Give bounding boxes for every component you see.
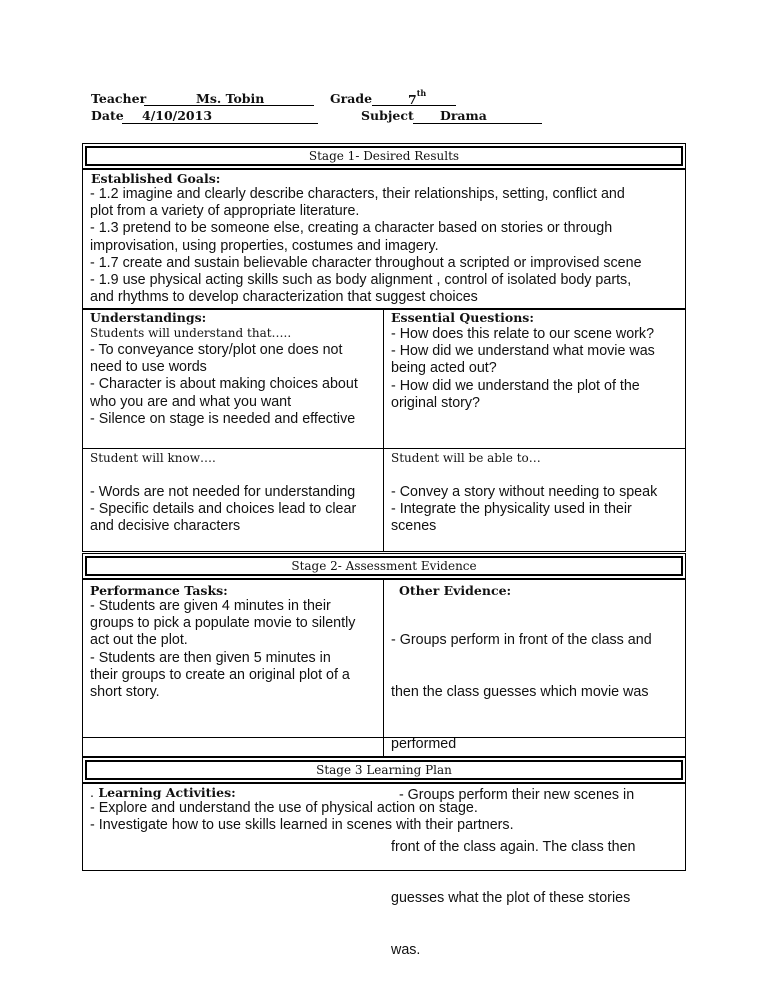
questions-label: Essential Questions: — [391, 310, 534, 325]
list-item: original story? — [391, 394, 480, 411]
list-item: need to use words — [90, 359, 207, 376]
list-item: front of the class again. The class then — [391, 838, 636, 855]
teacher-label: Teacher — [91, 91, 147, 106]
activities-label: Learning Activities: — [98, 785, 236, 800]
understandings-intro: Students will understand that….. — [90, 326, 292, 340]
goals-list — [90, 186, 642, 306]
list-item: being acted out? — [391, 360, 497, 377]
subject-value: Drama — [440, 108, 487, 123]
list-item: - How did we understand what movie was — [391, 343, 655, 360]
tasks-label: Performance Tasks: — [90, 583, 228, 598]
list-item: - Explore and understand the use of physical action on stage. — [90, 800, 478, 816]
essential-questions-cell — [383, 309, 686, 449]
goal-line: - 1.9 use physical acting skills such as body alignment , control of isolated body parts, — [90, 272, 632, 289]
list-item: scenes — [391, 518, 437, 535]
list-item: and decisive characters — [90, 518, 241, 535]
goal-line: plot from a variety of appropriate literature. — [90, 203, 360, 220]
stage1-header — [82, 143, 686, 169]
established-goals-cell — [82, 169, 686, 309]
stage2-title: Stage 2- Assessment Evidence — [85, 556, 683, 576]
know-list — [90, 484, 356, 536]
list-item: - Words are not needed for understanding — [90, 484, 356, 500]
list-item: their groups to create an original plot of a — [90, 666, 350, 683]
stage3-title: Stage 3 Learning Plan — [85, 760, 683, 780]
list-item: - Integrate the physicality used in their — [391, 501, 632, 518]
date-label: Date — [91, 108, 124, 123]
empty-cell-right — [383, 737, 686, 757]
grade-value: 7th — [408, 88, 427, 108]
goals-label: Established Goals: — [91, 171, 221, 186]
list-item: - Groups perform in front of the class and — [391, 632, 652, 649]
activities-list — [90, 800, 514, 834]
teacher-value: Ms. Tobin — [196, 91, 265, 106]
goal-line: improvisation, using properties, costumes and imagery. — [90, 237, 439, 254]
list-item: - Students are given 4 minutes in their — [90, 598, 331, 614]
list-item: - Convey a story without needing to speak — [391, 484, 658, 500]
list-item: - Groups perform their new scenes in — [391, 787, 635, 804]
list-item: - To conveyance story/plot one does not — [90, 342, 343, 358]
list-item: was. — [391, 942, 421, 959]
list-item: who you are and what you want — [90, 393, 292, 410]
list-item: act out the plot. — [90, 632, 188, 649]
know-intro: Student will know…. — [90, 451, 216, 465]
stage1-title: Stage 1- Desired Results — [85, 146, 683, 166]
subject-label: Subject — [361, 108, 414, 123]
list-item: - Students are then given 5 minutes in — [90, 649, 331, 666]
questions-list — [391, 326, 655, 412]
tasks-list — [90, 598, 355, 701]
list-item: - Specific details and choices lead to clear — [90, 501, 357, 518]
date-underline — [122, 123, 318, 124]
empty-cell-left — [82, 737, 384, 757]
stage2-header — [82, 553, 686, 579]
evidence-label: Other Evidence: — [399, 583, 512, 598]
activities-heading: . Learning Activities: — [90, 785, 236, 800]
stage3-header — [82, 757, 686, 783]
able-intro: Student will be able to… — [391, 451, 541, 465]
performance-tasks-cell — [82, 579, 384, 738]
understandings-label: Understandings: — [90, 310, 207, 325]
understandings-cell — [82, 309, 384, 449]
list-item: - Investigate how to use skills learned in scenes with their partners. — [90, 817, 514, 834]
understandings-list — [90, 342, 358, 428]
student-able-to-cell — [383, 448, 686, 552]
student-will-know-cell — [82, 448, 384, 552]
list-item: guesses what the plot of these stories — [391, 890, 631, 907]
grade-label: Grade — [330, 91, 373, 106]
list-item: - Character is about making choices about — [90, 376, 358, 393]
goal-line: - 1.3 pretend to be someone else, creating a character based on stories or through — [90, 220, 613, 237]
date-value: 4/10/2013 — [142, 108, 213, 123]
list-item: performed — [391, 735, 457, 752]
list-item: - How does this relate to our scene work? — [391, 326, 655, 342]
list-item: short story. — [90, 684, 160, 701]
list-item: then the class guesses which movie was — [391, 684, 649, 701]
list-item: - Silence on stage is needed and effective — [90, 410, 356, 427]
subject-underline — [413, 123, 542, 124]
able-list — [391, 484, 657, 536]
learning-activities-cell — [82, 783, 686, 871]
goal-line: and rhythms to develop characterization that suggest choices — [90, 289, 478, 306]
list-item: groups to pick a populate movie to silently — [90, 615, 356, 632]
goal-line: - 1.7 create and sustain believable character throughout a scripted or improvised scene — [90, 254, 642, 271]
list-item: - How did we understand the plot of the — [391, 377, 640, 394]
goal-line: - 1.2 imagine and clearly describe characters, their relationships, setting, conflict and — [90, 186, 625, 202]
